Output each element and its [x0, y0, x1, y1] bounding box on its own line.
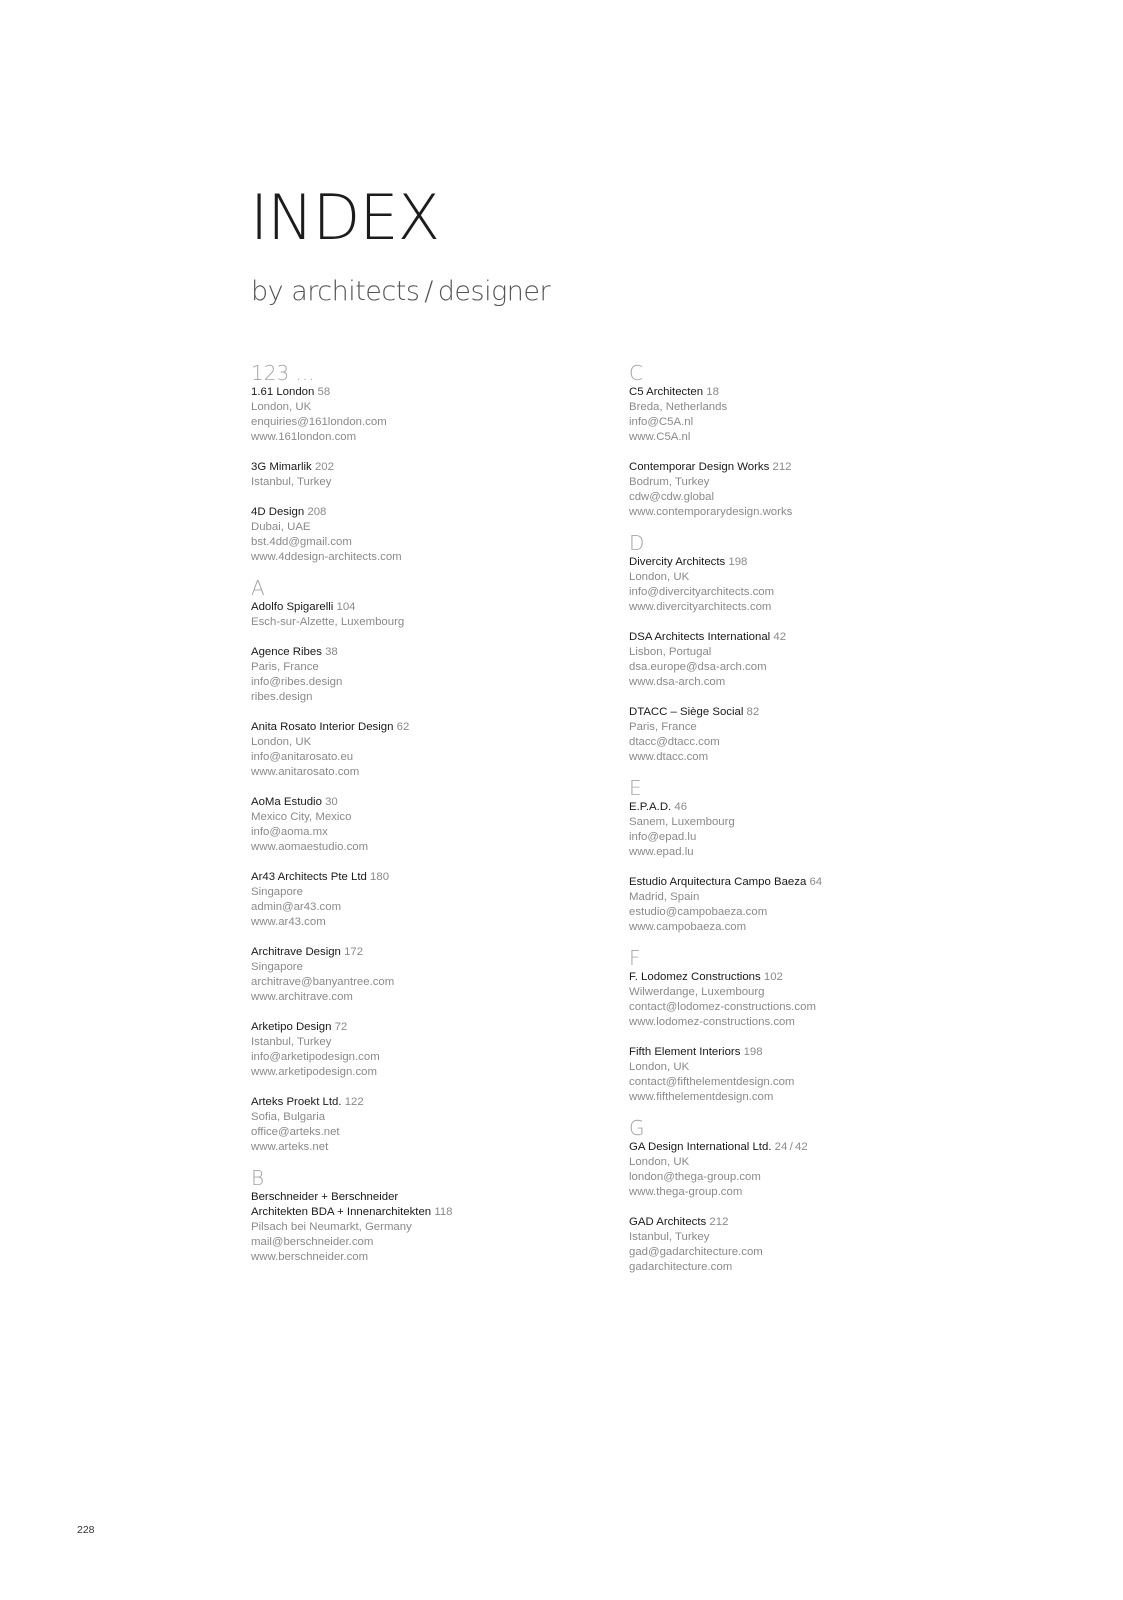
- index-entry: [629, 705, 1009, 765]
- index-section: [629, 1117, 1009, 1275]
- entry-detail: www.dsa-arch.com: [629, 676, 726, 688]
- index-section: [251, 1167, 631, 1265]
- index-column-left: [251, 362, 631, 1265]
- index-entry: [251, 945, 631, 1005]
- entry-name: 3G Mimarlik: [251, 461, 312, 473]
- entry-page: 64: [809, 876, 823, 888]
- entry-page: 46: [674, 801, 688, 813]
- entry-heading: [629, 800, 1009, 815]
- index-entry: [251, 1190, 631, 1265]
- entry-name: Arketipo Design: [251, 1021, 332, 1033]
- entry-page: 172: [344, 946, 364, 958]
- entry-detail: Singapore: [251, 961, 303, 973]
- index-entry: [629, 630, 1009, 690]
- entry-name: Ar43 Architects Pte Ltd: [251, 871, 367, 883]
- entry-page: 122: [344, 1096, 364, 1108]
- entry-page: 202: [314, 461, 334, 473]
- entry-name: Contemporar Design Works: [629, 461, 770, 473]
- entry-detail: Wilwerdange, Luxembourg: [629, 986, 765, 998]
- entry-heading: [629, 970, 1009, 985]
- entry-detail: Lisbon, Portugal: [629, 646, 712, 658]
- entry-detail: Sofia, Bulgaria: [251, 1111, 326, 1123]
- entry-page: 42: [773, 631, 787, 643]
- entry-detail: london@thega-group.com: [629, 1171, 761, 1183]
- index-entry: [629, 385, 1009, 445]
- entry-name: F. Lodomez Constructions: [629, 971, 761, 983]
- entry-detail: www.dtacc.com: [629, 751, 709, 763]
- entry-page: 30: [325, 796, 338, 808]
- entry-detail: info@aoma.mx: [251, 826, 328, 838]
- entry-detail: enquiries@161london.com: [251, 416, 387, 428]
- entry-heading: [251, 600, 631, 615]
- entry-heading: [251, 505, 631, 520]
- entry-detail: office@arteks.net: [251, 1126, 340, 1138]
- entry-detail: admin@ar43.com: [251, 901, 342, 913]
- entry-name: Architrave Design: [251, 946, 341, 958]
- entry-detail: Istanbul, Turkey: [629, 1231, 710, 1243]
- index-entry: [629, 800, 1009, 860]
- entry-heading: [629, 385, 1009, 400]
- entry-detail: Breda, Netherlands: [629, 401, 728, 413]
- index-entry: [629, 1215, 1009, 1275]
- entry-page: 118: [434, 1206, 453, 1218]
- entry-name: Architekten BDA + Innenarchitekten: [251, 1206, 432, 1218]
- entry-heading: [629, 1215, 1009, 1230]
- entry-name: Agence Ribes: [251, 646, 322, 658]
- entry-page: 212: [709, 1216, 729, 1228]
- entry-heading: [629, 1045, 1009, 1060]
- entry-detail: Singapore: [251, 886, 303, 898]
- entry-heading: [251, 1020, 631, 1035]
- entry-detail: Sanem, Luxembourg: [629, 816, 735, 828]
- index-entry: [629, 970, 1009, 1030]
- entry-detail: info@divercityarchitects.com: [629, 586, 775, 598]
- entry-detail: www.architrave.com: [251, 991, 353, 1003]
- entry-heading: [251, 460, 631, 475]
- index-entry: [251, 385, 631, 445]
- entry-detail: www.4ddesign-architects.com: [251, 551, 402, 563]
- entry-detail: www.161london.com: [251, 431, 357, 443]
- entry-name: Fifth Element Interiors: [629, 1046, 741, 1058]
- entry-detail: www.fifthelementdesign.com: [629, 1091, 774, 1103]
- entry-heading: [629, 555, 1009, 570]
- entry-name: C5 Architecten: [629, 386, 704, 398]
- entry-heading: [251, 1205, 631, 1220]
- entry-page: 198: [728, 556, 748, 568]
- entry-detail: www.epad.lu: [629, 846, 694, 858]
- entry-name: GAD Architects: [629, 1216, 707, 1228]
- index-entry: [629, 1045, 1009, 1105]
- index-entry: [629, 555, 1009, 615]
- index-column-right: [629, 362, 1009, 1275]
- entry-detail: gad@gadarchitecture.com: [629, 1246, 763, 1258]
- index-entry: [629, 460, 1009, 520]
- index-entry: [251, 1095, 631, 1155]
- entry-detail: www.arketipodesign.com: [251, 1066, 377, 1078]
- index-section: [251, 577, 631, 1155]
- entry-page: 82: [746, 706, 760, 718]
- page-subtitle: by architects / designer: [251, 276, 551, 307]
- entry-heading: [629, 705, 1009, 720]
- section-letter: C: [629, 361, 643, 385]
- index-entry: [251, 600, 631, 630]
- entry-page: 198: [743, 1046, 763, 1058]
- index-entry: [251, 645, 631, 705]
- section-letter: B: [251, 1166, 265, 1190]
- entry-detail: www.berschneider.com: [251, 1251, 369, 1263]
- section-letter: F: [629, 946, 641, 970]
- index-section: [251, 362, 631, 565]
- entry-name: 4D Design: [251, 506, 305, 518]
- entry-detail: Esch-sur-Alzette, Luxembourg: [251, 616, 405, 628]
- entry-name: 1.61 London: [251, 386, 315, 398]
- entry-detail: info@arketipodesign.com: [251, 1051, 380, 1063]
- entry-page: 18: [706, 386, 719, 398]
- entry-detail: dsa.europe@dsa-arch.com: [629, 661, 767, 673]
- entry-detail: www.campobaeza.com: [629, 921, 747, 933]
- entry-detail: London, UK: [629, 1061, 690, 1073]
- entry-heading: [251, 1095, 631, 1110]
- index-entry: [251, 505, 631, 565]
- entry-heading: [251, 870, 631, 885]
- page-number: 228: [77, 1524, 95, 1536]
- entry-detail: contact@fifthelementdesign.com: [629, 1076, 795, 1088]
- entry-heading: [629, 460, 1009, 475]
- entry-heading: [251, 645, 631, 660]
- entry-page: 62: [396, 721, 410, 733]
- entry-detail: cdw@cdw.global: [629, 491, 715, 503]
- entry-name: AoMa Estudio: [251, 796, 322, 808]
- index-entry: [251, 795, 631, 855]
- entry-name: E.P.A.D.: [629, 801, 672, 813]
- entry-detail: dtacc@dtacc.com: [629, 736, 720, 748]
- entry-detail: Istanbul, Turkey: [251, 476, 332, 488]
- entry-name: Divercity Architects: [629, 556, 726, 568]
- entry-detail: www.ar43.com: [251, 916, 326, 928]
- index-entry: [629, 875, 1009, 935]
- entry-page: 24 / 42: [774, 1141, 808, 1153]
- entry-name: GA Design International Ltd.: [629, 1141, 772, 1153]
- entry-detail: ribes.design: [251, 691, 313, 703]
- entry-detail: Pilsach bei Neumarkt, Germany: [251, 1221, 412, 1233]
- entry-page: 180: [370, 871, 390, 883]
- entry-detail: Mexico City, Mexico: [251, 811, 352, 823]
- entry-detail: estudio@campobaeza.com: [629, 906, 768, 918]
- entry-heading: [629, 1140, 1009, 1155]
- entry-page: 58: [317, 386, 331, 398]
- entry-page: 104: [336, 601, 356, 613]
- section-letter: 123 ...: [251, 361, 315, 385]
- entry-name: Arteks Proekt Ltd.: [251, 1096, 342, 1108]
- entry-detail: www.lodomez-constructions.com: [629, 1016, 795, 1028]
- entry-heading: [251, 385, 631, 400]
- entry-name: Anita Rosato Interior Design: [251, 721, 394, 733]
- entry-detail: Paris, France: [629, 721, 697, 733]
- entry-page: 102: [763, 971, 783, 983]
- entry-detail: Dubai, UAE: [251, 521, 311, 533]
- entry-heading: [629, 630, 1009, 645]
- entry-detail: www.aomaestudio.com: [251, 841, 369, 853]
- entry-page: 208: [307, 506, 327, 518]
- entry-detail: Paris, France: [251, 661, 319, 673]
- entry-detail: www.arteks.net: [251, 1141, 329, 1153]
- entry-heading: [251, 945, 631, 960]
- entry-detail: www.contemporarydesign.works: [629, 506, 793, 518]
- entry-detail: www.divercityarchitects.com: [629, 601, 772, 613]
- index-entry: [629, 1140, 1009, 1200]
- entry-detail: info@C5A.nl: [629, 416, 694, 428]
- section-letter: A: [251, 576, 265, 600]
- entry-name-line: Berschneider + Berschneider: [251, 1191, 399, 1203]
- entry-detail: info@ribes.design: [251, 676, 343, 688]
- page-title: INDEX: [250, 181, 440, 254]
- entry-detail: www.thega-group.com: [629, 1186, 743, 1198]
- entry-detail: mail@berschneider.com: [251, 1236, 374, 1248]
- entry-detail: architrave@banyantree.com: [251, 976, 395, 988]
- entry-detail: www.anitarosato.com: [251, 766, 360, 778]
- entry-detail: London, UK: [251, 736, 312, 748]
- section-letter: G: [629, 1116, 645, 1140]
- index-section: [629, 532, 1009, 765]
- entry-detail: London, UK: [629, 1156, 690, 1168]
- entry-heading: [251, 795, 631, 810]
- index-entry: [251, 870, 631, 930]
- entry-name: DSA Architects International: [629, 631, 771, 643]
- entry-detail: bst.4dd@gmail.com: [251, 536, 352, 548]
- entry-heading: [251, 720, 631, 735]
- entry-page: 72: [334, 1021, 348, 1033]
- index-section: [629, 777, 1009, 935]
- entry-detail: info@anitarosato.eu: [251, 751, 354, 763]
- section-letter: E: [629, 776, 642, 800]
- entry-detail: Madrid, Spain: [629, 891, 700, 903]
- entry-page: 212: [772, 461, 792, 473]
- entry-page: 38: [325, 646, 338, 658]
- entry-heading: [629, 875, 1009, 890]
- index-entry: [251, 720, 631, 780]
- entry-detail: Istanbul, Turkey: [251, 1036, 332, 1048]
- entry-detail: London, UK: [251, 401, 312, 413]
- entry-name: Estudio Arquitectura Campo Baeza: [629, 876, 807, 888]
- entry-name: Adolfo Spigarelli: [251, 601, 334, 613]
- entry-detail: gadarchitecture.com: [629, 1261, 733, 1273]
- entry-detail: www.C5A.nl: [629, 431, 691, 443]
- index-section: [629, 362, 1009, 520]
- section-letter: D: [629, 531, 645, 555]
- entry-detail: London, UK: [629, 571, 690, 583]
- entry-detail: Bodrum, Turkey: [629, 476, 710, 488]
- entry-detail: contact@lodomez-constructions.com: [629, 1001, 816, 1013]
- entry-detail: info@epad.lu: [629, 831, 697, 843]
- index-entry: [251, 1020, 631, 1080]
- index-entry: [251, 460, 631, 490]
- entry-name: DTACC – Siège Social: [629, 706, 744, 718]
- index-section: [629, 947, 1009, 1105]
